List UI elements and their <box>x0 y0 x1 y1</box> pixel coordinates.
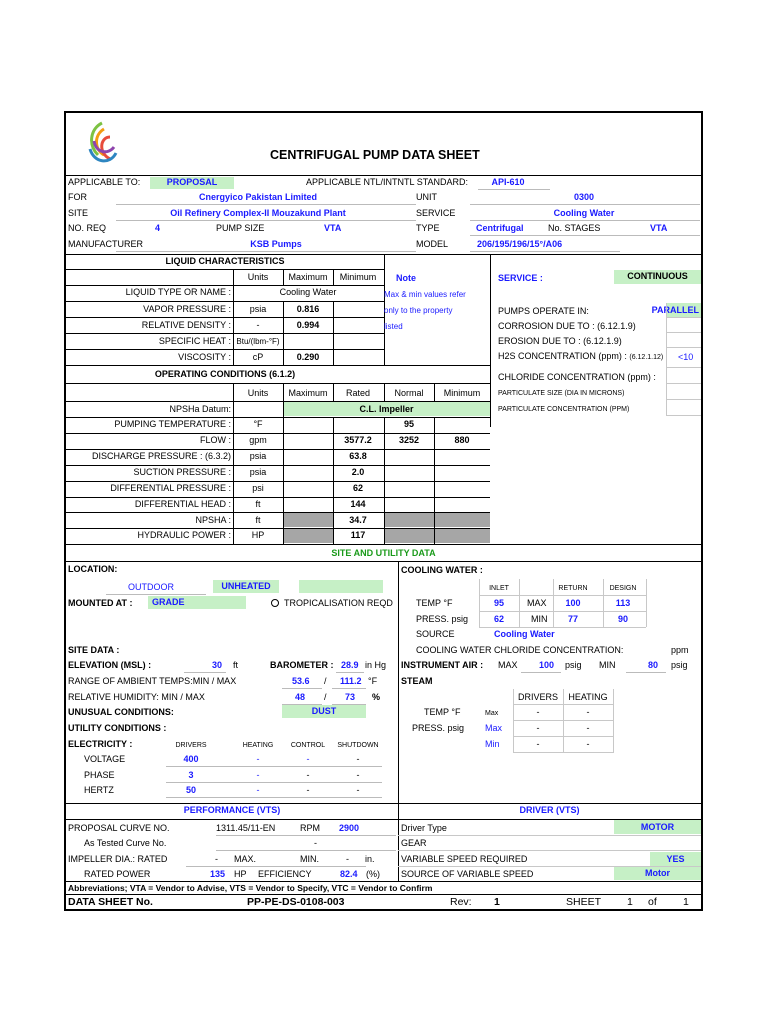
op-col-normal: Normal <box>394 388 424 398</box>
unusual-value: DUST <box>311 706 337 716</box>
liquid-col-minimum: Minimum <box>339 272 377 282</box>
vsr-label: VARIABLE SPEED REQUIRED <box>401 854 528 864</box>
for-value: Cnergyico Pakistan Limited <box>198 192 318 202</box>
steam-press-min: Min <box>485 739 500 749</box>
instrument-air-label: INSTRUMENT AIR : <box>401 660 484 670</box>
unit-label: UNIT <box>416 192 437 202</box>
viscosity-unit: cP <box>252 352 264 362</box>
liquid-col-maximum: Maximum <box>288 272 328 282</box>
viscosity-label: VISCOSITY : <box>178 352 231 362</box>
h2s-ref: (6.12.1.12) <box>629 354 664 361</box>
service-panel-label: SERVICE : <box>498 273 543 283</box>
relative-density-label: RELATIVE DENSITY : <box>141 320 231 330</box>
pumping-temp-unit: °F <box>253 419 263 429</box>
variable-speed-source-value: Motor <box>645 868 670 878</box>
air-psig-1: psig <box>565 660 582 670</box>
ambient-unit: °F <box>368 676 378 686</box>
air-min-value: 80 <box>647 660 658 670</box>
phase-control: - <box>306 770 310 780</box>
site-label: SITE <box>68 208 89 218</box>
discharge-pressure-label: DISCHARGE PRESSURE : (6.3.2) <box>91 451 231 461</box>
impeller-min-label: MIN. <box>300 854 319 864</box>
tropicalisation-label: TROPICALISATION REQD <box>284 598 393 608</box>
no-req-value: 4 <box>155 223 161 233</box>
driver-type-label: Driver Type <box>401 823 447 833</box>
applicable-to-value: PROPOSAL <box>166 177 218 187</box>
air-psig-2: psig <box>671 660 688 670</box>
phase-shutdown: - <box>356 770 360 780</box>
liquid-type-value: Cooling Water <box>279 287 337 297</box>
differential-head-unit: ft <box>255 499 261 509</box>
viscosity-max: 0.290 <box>296 352 320 362</box>
impeller-rated: - <box>215 854 218 864</box>
data-sheet-label: DATA SHEET No. <box>68 896 153 908</box>
curve-value: 1311.45/11-EN <box>216 823 276 833</box>
model-value: 206/195/196/15°/A06 <box>477 239 563 249</box>
hydraulic-power-unit: HP <box>251 530 265 540</box>
applicable-to-label: APPLICABLE TO: <box>68 177 141 187</box>
stages-value: VTA <box>650 223 668 233</box>
variable-speed-source-label: SOURCE OF VARIABLE SPEED <box>401 869 534 879</box>
data-sheet <box>64 111 703 911</box>
ambient-max: 111.2 <box>340 676 362 686</box>
steam-min-drivers: - <box>536 739 540 749</box>
location-label: LOCATION: <box>68 564 118 574</box>
rated-power-label: RATED POWER <box>84 869 151 879</box>
elec-col-drivers: DRIVERS <box>175 742 207 749</box>
vapor-pressure-max: 0.816 <box>296 304 320 314</box>
tested-label: As Tested Curve No. <box>84 838 167 848</box>
op-col-maximum: Maximum <box>288 388 328 398</box>
unheated-option: UNHEATED <box>221 581 271 591</box>
vapor-pressure-unit: psia <box>249 304 267 314</box>
humidity-max: 73 <box>345 692 356 702</box>
unusual-label: UNUSUAL CONDITIONS: <box>68 707 174 717</box>
cooling-chloride-unit: ppm <box>671 645 689 655</box>
sheet-label: SHEET <box>566 896 602 908</box>
flow-unit: gpm <box>249 435 267 445</box>
humidity-label: RELATIVE HUMIDITY: MIN / MAX <box>68 692 205 702</box>
vapor-pressure-label: VAPOR PRESSURE : <box>143 304 231 314</box>
voltage-shutdown: - <box>356 754 360 764</box>
steam-min-heating: - <box>586 739 590 749</box>
impeller-unit: in. <box>365 854 375 864</box>
elec-col-control: CONTROL <box>290 742 326 749</box>
hydraulic-power-label: HYDRAULIC POWER : <box>137 530 231 540</box>
particulate-size-label: PARTICULATE SIZE (DIA IN MICRONS) <box>498 390 625 397</box>
liquid-note-line-2: only to the property <box>384 306 453 315</box>
utility-label: UTILITY CONDITIONS : <box>68 723 167 733</box>
specific-heat-unit: Btu/(lbm-°F) <box>236 337 280 346</box>
mounted-label: MOUNTED AT : <box>68 598 133 608</box>
liquid-col-units: Units <box>247 272 269 282</box>
hydraulic-power-rated: 117 <box>350 530 366 540</box>
liquid-note-line-3: listed <box>384 322 403 331</box>
cooling-temp-design: 113 <box>615 598 631 608</box>
steam-press-label: PRESS. psig <box>412 723 465 733</box>
liquid-type-label: LIQUID TYPE OR NAME : <box>125 287 231 297</box>
voltage-control: - <box>306 754 310 764</box>
efficiency-value: 82.4 <box>340 869 358 879</box>
pump-size-value: VTA <box>324 223 342 233</box>
differential-head-rated: 144 <box>350 499 366 509</box>
data-sheet-number: PP-PE-DS-0108-003 <box>247 896 345 908</box>
npsha-datum-value: C.L. Impeller <box>359 404 414 414</box>
type-label: TYPE <box>416 223 440 233</box>
differential-pressure-label: DIFFERENTIAL PRESSURE : <box>110 483 231 493</box>
barometer-value: 28.9 <box>341 660 359 670</box>
electricity-label: ELECTRICITY : <box>68 739 133 749</box>
humidity-separator: / <box>324 692 327 702</box>
cooling-press-design: 90 <box>617 614 628 624</box>
sheet-total: 1 <box>683 896 689 908</box>
elevation-unit: ft <box>233 660 239 670</box>
service-value: Cooling Water <box>553 208 615 218</box>
for-label: FOR <box>68 192 87 202</box>
company-logo <box>80 119 124 169</box>
rev-value: 1 <box>494 896 500 908</box>
type-value: Centrifugal <box>476 223 524 233</box>
steam-label: STEAM <box>401 676 433 686</box>
standard-value: API-610 <box>491 177 525 187</box>
cooling-source-label: SOURCE <box>416 629 455 639</box>
corrosion-label: CORROSION DUE TO : (6.12.1.9) <box>498 321 636 331</box>
abbreviations: Abbreviations; VTA = Vendor to Advise, VTS = Vendor to Specify, VTC = Vendor to Confirm <box>68 883 433 893</box>
unit-value: 0300 <box>573 192 595 202</box>
phase-drivers: 3 <box>188 770 194 780</box>
pumping-temp-label: PUMPING TEMPERATURE : <box>114 419 231 429</box>
elevation-value: 30 <box>211 660 222 670</box>
hertz-control: - <box>306 785 310 795</box>
npsha-unit: ft <box>255 515 261 525</box>
pumping-temp-normal: 95 <box>403 419 414 429</box>
elec-col-shutdown: SHUTDOWN <box>337 742 379 749</box>
discharge-pressure-rated: 63.8 <box>349 451 367 461</box>
elec-col-heating: HEATING <box>242 742 274 749</box>
differential-head-label: DIFFERENTIAL HEAD : <box>134 499 231 509</box>
voltage-heating: - <box>256 754 260 764</box>
cooling-press-min-label: MIN <box>531 614 548 624</box>
efficiency-label: EFFICIENCY <box>258 869 312 879</box>
h2s-label: H2S CONCENTRATION (ppm) : (6.12.1.12) <box>498 351 664 361</box>
steam-temp-heating: - <box>586 707 590 717</box>
rev-label: Rev: <box>450 896 472 908</box>
manufacturer-value: KSB Pumps <box>250 239 302 249</box>
npsha-label: NPSHA : <box>195 515 231 525</box>
chloride-label: CHLORIDE CONCENTRATION (ppm) : <box>498 372 656 382</box>
npsha-datum-label: NPSHa Datum: <box>169 404 231 414</box>
curve-label: PROPOSAL CURVE NO. <box>68 823 170 833</box>
air-max-label: MAX <box>498 660 518 670</box>
voltage-label: VOLTAGE <box>84 754 126 764</box>
phase-label: PHASE <box>84 770 115 780</box>
hertz-label: HERTZ <box>84 785 114 795</box>
pump-size-label: PUMP SIZE <box>216 223 265 233</box>
flow-label: FLOW : <box>200 435 231 445</box>
particulate-conc-label: PARTICULATE CONCENTRATION (PPM) <box>498 406 630 413</box>
sheet-number: 1 <box>627 896 633 908</box>
manufacturer-label: MANUFACTURER <box>68 239 144 249</box>
ambient-label: RANGE OF AMBIENT TEMPS:MIN / MAX <box>68 676 237 686</box>
cooling-source-value: Cooling Water <box>494 629 555 639</box>
cooling-col-design: DESIGN <box>609 585 637 592</box>
cooling-press-label: PRESS. psig <box>416 614 469 624</box>
cooling-col-inlet: INLET <box>489 585 509 592</box>
hertz-heating: - <box>256 785 260 795</box>
voltage-drivers: 400 <box>183 754 199 764</box>
op-col-minimum: Minimum <box>443 388 481 398</box>
impeller-label: IMPELLER DIA.: RATED <box>68 854 168 864</box>
impeller-min-value: - <box>346 854 349 864</box>
phase-heating: - <box>256 770 260 780</box>
vsr-value: YES <box>666 854 685 864</box>
elevation-label: ELEVATION (MSL) : <box>68 660 152 670</box>
tested-value: - <box>314 838 317 848</box>
op-col-rated: Rated <box>345 388 371 398</box>
cooling-chloride-label: COOLING WATER CHLORIDE CONCENTRATION: <box>416 645 624 655</box>
barometer-unit: in Hg <box>365 660 387 670</box>
site-data-label: SITE DATA : <box>68 645 120 655</box>
steam-press-heating: - <box>586 723 590 733</box>
relative-density-unit: - <box>256 320 260 330</box>
sheet-of-label: of <box>648 896 657 908</box>
stages-label: No. STAGES <box>548 223 601 233</box>
humidity-unit: % <box>372 692 381 702</box>
gear-label: GEAR <box>401 838 427 848</box>
operate-value: PARALLEL <box>651 305 699 315</box>
mounted-value: GRADE <box>152 597 185 607</box>
tropicalisation-radio[interactable] <box>271 599 279 607</box>
cooling-temp-inlet: 95 <box>493 598 504 608</box>
service-label: SERVICE <box>416 208 456 218</box>
steam-col-heating: HEATING <box>568 692 608 702</box>
liquid-note-title: Note <box>396 273 416 283</box>
model-label: MODEL <box>416 239 449 249</box>
rated-power-value: 135 <box>210 869 226 879</box>
discharge-pressure-unit: psia <box>249 451 267 461</box>
ambient-separator: / <box>324 676 327 686</box>
cooling-press-inlet: 62 <box>493 614 504 624</box>
cooling-temp-label: TEMP °F <box>416 598 453 608</box>
site-value: Oil Refinery Complex-II Mouzakund Plant <box>170 208 346 218</box>
rpm-label: RPM <box>300 823 320 833</box>
steam-press-drivers: - <box>536 723 540 733</box>
erosion-label: EROSION DUE TO : (6.12.1.9) <box>498 336 622 346</box>
no-req-label: NO. REQ <box>68 223 107 233</box>
cooling-press-return: 77 <box>567 614 578 624</box>
steam-temp-label: TEMP °F <box>424 707 461 717</box>
cooling-water-label: COOLING WATER : <box>401 565 483 575</box>
standard-label: APPLICABLE NTL/INTNTL STANDARD: <box>306 177 469 187</box>
service-panel-value: CONTINUOUS <box>627 271 688 281</box>
cooling-col-return: RETURN <box>558 585 588 592</box>
specific-heat-label: SPECIFIC HEAT : <box>158 336 231 346</box>
driver-heading: DRIVER (VTS) <box>519 805 580 815</box>
steam-temp-max: Max <box>485 710 499 717</box>
rated-power-unit: HP <box>234 869 247 879</box>
flow-normal: 3252 <box>398 435 420 445</box>
humidity-min: 48 <box>295 692 306 702</box>
flow-min: 880 <box>454 435 470 445</box>
ambient-min: 53.6 <box>292 676 310 686</box>
cooling-temp-max-label: MAX <box>527 598 547 608</box>
steam-col-drivers: DRIVERS <box>517 692 558 702</box>
air-min-label: MIN <box>599 660 616 670</box>
barometer-label: BAROMETER : <box>270 660 334 670</box>
page-title: CENTRIFUGAL PUMP DATA SHEET <box>270 148 480 162</box>
npsha-rated: 34.7 <box>349 515 367 525</box>
suction-pressure-rated: 2.0 <box>351 467 365 477</box>
operate-label: PUMPS OPERATE IN: <box>498 306 589 316</box>
performance-heading: PERFORMANCE (VTS) <box>183 805 281 815</box>
liquid-heading: LIQUID CHARACTERISTICS <box>165 256 285 266</box>
hertz-drivers: 50 <box>185 785 196 795</box>
efficiency-unit: (%) <box>366 869 380 879</box>
suction-pressure-unit: psia <box>249 467 267 477</box>
air-max-value: 100 <box>538 660 554 670</box>
op-col-units: Units <box>247 388 269 398</box>
steam-temp-drivers: - <box>536 707 540 717</box>
relative-density-max: 0.994 <box>296 320 320 330</box>
h2s-value: <10 <box>678 352 694 362</box>
suction-pressure-label: SUCTION PRESSURE : <box>133 467 231 477</box>
liquid-note-line-1: Max & min values refer <box>384 290 466 299</box>
steam-press-max: Max <box>485 723 503 733</box>
hertz-shutdown: - <box>356 785 360 795</box>
differential-pressure-rated: 62 <box>352 483 363 493</box>
driver-type-value: MOTOR <box>640 822 675 832</box>
site-utility-heading: SITE AND UTILITY DATA <box>331 548 436 558</box>
differential-pressure-unit: psi <box>252 483 264 493</box>
impeller-max-label: MAX. <box>234 854 257 864</box>
flow-rated: 3577.2 <box>344 435 372 445</box>
cooling-temp-return: 100 <box>565 598 581 608</box>
outdoor-option: OUTDOOR <box>128 582 174 592</box>
operating-heading: OPERATING CONDITIONS (6.1.2) <box>154 369 296 379</box>
rpm-value: 2900 <box>339 823 360 833</box>
